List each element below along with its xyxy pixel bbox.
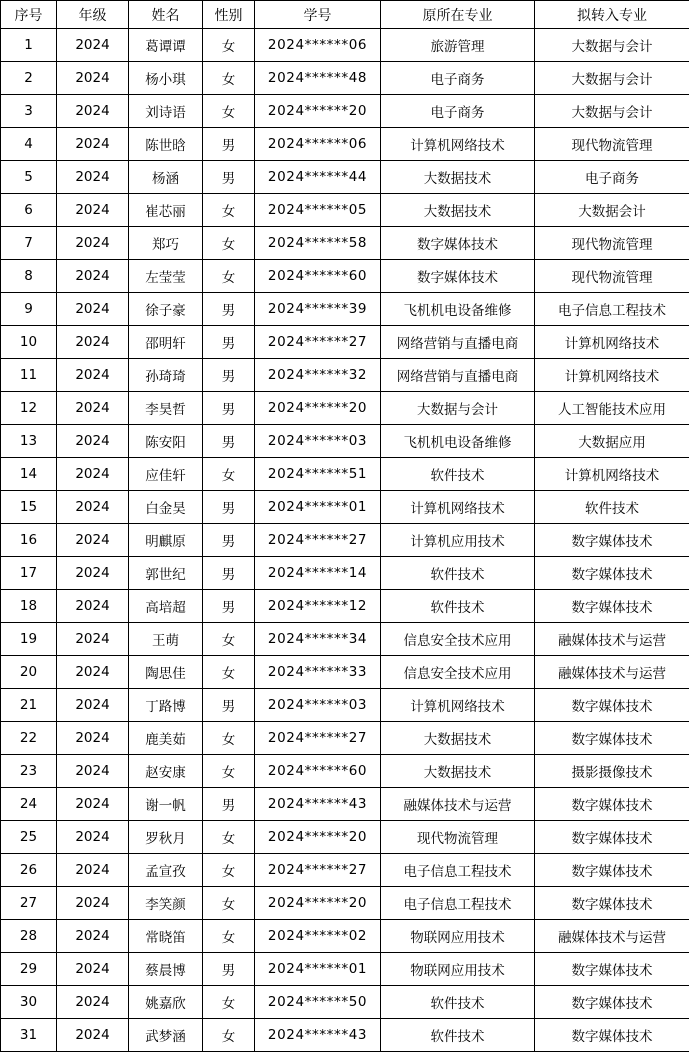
cell-gender: 男: [203, 689, 255, 722]
cell-original-major: 电子信息工程技术: [381, 887, 535, 920]
cell-student-id: 2024******48: [255, 62, 381, 95]
cell-target-major: 现代物流管理: [535, 128, 689, 161]
table-row: [1, 194, 689, 227]
cell-name: 刘诗语: [129, 95, 203, 128]
cell-original-major: 软件技术: [381, 590, 535, 623]
table-row: [1, 887, 689, 920]
cell-target-major: 人工智能技术应用: [535, 392, 689, 425]
table-row: [1, 95, 689, 128]
table-row: [1, 491, 689, 524]
cell-index: 18: [1, 590, 57, 623]
cell-grade: 2024: [57, 95, 129, 128]
table-row: [1, 986, 689, 1019]
cell-gender: 女: [203, 722, 255, 755]
cell-index: 12: [1, 392, 57, 425]
table-row: [1, 425, 689, 458]
cell-name: 姚嘉欣: [129, 986, 203, 1019]
cell-target-major: 现代物流管理: [535, 260, 689, 293]
cell-student-id: 2024******51: [255, 458, 381, 491]
cell-gender: 女: [203, 986, 255, 1019]
cell-grade: 2024: [57, 458, 129, 491]
header-gender: 性别: [203, 1, 255, 29]
cell-gender: 女: [203, 194, 255, 227]
cell-gender: 女: [203, 95, 255, 128]
cell-target-major: 数字媒体技术: [535, 953, 689, 986]
cell-original-major: 大数据技术: [381, 722, 535, 755]
cell-original-major: 飞机机电设备维修: [381, 293, 535, 326]
cell-student-id: 2024******39: [255, 293, 381, 326]
cell-grade: 2024: [57, 722, 129, 755]
cell-grade: 2024: [57, 29, 129, 62]
cell-student-id: 2024******03: [255, 425, 381, 458]
cell-gender: 女: [203, 854, 255, 887]
cell-original-major: 大数据技术: [381, 194, 535, 227]
cell-grade: 2024: [57, 623, 129, 656]
cell-target-major: 融媒体技术与运营: [535, 623, 689, 656]
cell-name: 蔡晨博: [129, 953, 203, 986]
cell-target-major: 数字媒体技术: [535, 854, 689, 887]
cell-name: 赵安康: [129, 755, 203, 788]
cell-grade: 2024: [57, 953, 129, 986]
cell-grade: 2024: [57, 1019, 129, 1052]
cell-target-major: 大数据与会计: [535, 29, 689, 62]
cell-index: 21: [1, 689, 57, 722]
cell-grade: 2024: [57, 656, 129, 689]
cell-gender: 男: [203, 161, 255, 194]
cell-index: 11: [1, 359, 57, 392]
cell-index: 17: [1, 557, 57, 590]
cell-original-major: 计算机应用技术: [381, 524, 535, 557]
cell-name: 明麒原: [129, 524, 203, 557]
cell-grade: 2024: [57, 689, 129, 722]
cell-name: 葛谭谭: [129, 29, 203, 62]
cell-gender: 女: [203, 260, 255, 293]
cell-target-major: 融媒体技术与运营: [535, 656, 689, 689]
table-row: [1, 260, 689, 293]
cell-name: 郭世纪: [129, 557, 203, 590]
cell-target-major: 电子商务: [535, 161, 689, 194]
cell-original-major: 软件技术: [381, 1019, 535, 1052]
cell-grade: 2024: [57, 161, 129, 194]
table-row: [1, 821, 689, 854]
cell-name: 李昊哲: [129, 392, 203, 425]
cell-target-major: 数字媒体技术: [535, 788, 689, 821]
cell-name: 杨小琪: [129, 62, 203, 95]
cell-name: 王萌: [129, 623, 203, 656]
cell-original-major: 电子商务: [381, 95, 535, 128]
cell-gender: 女: [203, 656, 255, 689]
cell-grade: 2024: [57, 755, 129, 788]
cell-index: 25: [1, 821, 57, 854]
cell-student-id: 2024******01: [255, 953, 381, 986]
cell-name: 郑巧: [129, 227, 203, 260]
cell-student-id: 2024******20: [255, 821, 381, 854]
cell-name: 陈安阳: [129, 425, 203, 458]
cell-gender: 女: [203, 1019, 255, 1052]
cell-target-major: 数字媒体技术: [535, 689, 689, 722]
cell-index: 20: [1, 656, 57, 689]
header-original-major: 原所在专业: [381, 1, 535, 29]
cell-index: 16: [1, 524, 57, 557]
cell-original-major: 信息安全技术应用: [381, 656, 535, 689]
cell-grade: 2024: [57, 227, 129, 260]
cell-gender: 男: [203, 326, 255, 359]
cell-target-major: 大数据会计: [535, 194, 689, 227]
cell-index: 4: [1, 128, 57, 161]
cell-grade: 2024: [57, 557, 129, 590]
cell-student-id: 2024******20: [255, 95, 381, 128]
table-body: [1, 29, 689, 1052]
cell-gender: 女: [203, 623, 255, 656]
cell-target-major: 大数据与会计: [535, 62, 689, 95]
cell-student-id: 2024******01: [255, 491, 381, 524]
cell-target-major: 数字媒体技术: [535, 986, 689, 1019]
cell-original-major: 物联网应用技术: [381, 953, 535, 986]
cell-student-id: 2024******43: [255, 1019, 381, 1052]
table-row: [1, 722, 689, 755]
cell-student-id: 2024******27: [255, 722, 381, 755]
cell-grade: 2024: [57, 359, 129, 392]
cell-index: 31: [1, 1019, 57, 1052]
cell-grade: 2024: [57, 293, 129, 326]
table-row: [1, 62, 689, 95]
cell-gender: 女: [203, 227, 255, 260]
cell-original-major: 大数据技术: [381, 161, 535, 194]
cell-student-id: 2024******03: [255, 689, 381, 722]
cell-index: 7: [1, 227, 57, 260]
cell-target-major: 数字媒体技术: [535, 557, 689, 590]
cell-student-id: 2024******02: [255, 920, 381, 953]
cell-name: 左莹莹: [129, 260, 203, 293]
cell-grade: 2024: [57, 194, 129, 227]
cell-gender: 女: [203, 29, 255, 62]
cell-index: 28: [1, 920, 57, 953]
cell-index: 6: [1, 194, 57, 227]
cell-original-major: 大数据技术: [381, 755, 535, 788]
cell-student-id: 2024******44: [255, 161, 381, 194]
header-grade: 年级: [57, 1, 129, 29]
cell-gender: 男: [203, 524, 255, 557]
table-row: [1, 128, 689, 161]
cell-grade: 2024: [57, 326, 129, 359]
cell-original-major: 大数据与会计: [381, 392, 535, 425]
cell-original-major: 网络营销与直播电商: [381, 359, 535, 392]
cell-index: 15: [1, 491, 57, 524]
cell-original-major: 飞机机电设备维修: [381, 425, 535, 458]
cell-student-id: 2024******06: [255, 128, 381, 161]
cell-index: 2: [1, 62, 57, 95]
cell-gender: 男: [203, 128, 255, 161]
cell-grade: 2024: [57, 392, 129, 425]
cell-grade: 2024: [57, 128, 129, 161]
cell-name: 白金昊: [129, 491, 203, 524]
cell-target-major: 现代物流管理: [535, 227, 689, 260]
cell-index: 29: [1, 953, 57, 986]
cell-gender: 男: [203, 392, 255, 425]
cell-original-major: 物联网应用技术: [381, 920, 535, 953]
cell-name: 高培超: [129, 590, 203, 623]
cell-student-id: 2024******27: [255, 524, 381, 557]
cell-student-id: 2024******43: [255, 788, 381, 821]
cell-target-major: 数字媒体技术: [535, 1019, 689, 1052]
cell-target-major: 数字媒体技术: [535, 887, 689, 920]
cell-index: 5: [1, 161, 57, 194]
cell-gender: 男: [203, 590, 255, 623]
cell-original-major: 计算机网络技术: [381, 128, 535, 161]
table-row: [1, 854, 689, 887]
cell-target-major: 计算机网络技术: [535, 359, 689, 392]
cell-index: 8: [1, 260, 57, 293]
cell-grade: 2024: [57, 590, 129, 623]
cell-gender: 女: [203, 920, 255, 953]
cell-original-major: 软件技术: [381, 458, 535, 491]
cell-name: 李笑颜: [129, 887, 203, 920]
cell-student-id: 2024******20: [255, 887, 381, 920]
table-row: [1, 788, 689, 821]
cell-student-id: 2024******06: [255, 29, 381, 62]
cell-index: 14: [1, 458, 57, 491]
cell-student-id: 2024******34: [255, 623, 381, 656]
cell-student-id: 2024******60: [255, 260, 381, 293]
cell-index: 13: [1, 425, 57, 458]
header-student-id: 学号: [255, 1, 381, 29]
cell-name: 鹿美茹: [129, 722, 203, 755]
cell-index: 27: [1, 887, 57, 920]
cell-target-major: 数字媒体技术: [535, 524, 689, 557]
cell-index: 30: [1, 986, 57, 1019]
cell-gender: 男: [203, 491, 255, 524]
cell-student-id: 2024******33: [255, 656, 381, 689]
cell-gender: 女: [203, 755, 255, 788]
cell-grade: 2024: [57, 62, 129, 95]
cell-name: 徐子豪: [129, 293, 203, 326]
cell-target-major: 计算机网络技术: [535, 458, 689, 491]
cell-index: 22: [1, 722, 57, 755]
cell-index: 9: [1, 293, 57, 326]
header-row: [1, 1, 689, 29]
cell-grade: 2024: [57, 821, 129, 854]
cell-student-id: 2024******32: [255, 359, 381, 392]
cell-gender: 男: [203, 425, 255, 458]
cell-student-id: 2024******14: [255, 557, 381, 590]
cell-student-id: 2024******20: [255, 392, 381, 425]
cell-target-major: 摄影摄像技术: [535, 755, 689, 788]
cell-original-major: 信息安全技术应用: [381, 623, 535, 656]
cell-target-major: 电子信息工程技术: [535, 293, 689, 326]
cell-original-major: 软件技术: [381, 986, 535, 1019]
cell-grade: 2024: [57, 986, 129, 1019]
cell-gender: 女: [203, 887, 255, 920]
cell-original-major: 网络营销与直播电商: [381, 326, 535, 359]
cell-grade: 2024: [57, 920, 129, 953]
table-row: [1, 392, 689, 425]
header-index: 序号: [1, 1, 57, 29]
cell-gender: 女: [203, 821, 255, 854]
cell-name: 陈世晗: [129, 128, 203, 161]
table-row: [1, 29, 689, 62]
cell-target-major: 大数据应用: [535, 425, 689, 458]
cell-target-major: 计算机网络技术: [535, 326, 689, 359]
cell-name: 杨涵: [129, 161, 203, 194]
cell-grade: 2024: [57, 425, 129, 458]
table-row: [1, 326, 689, 359]
cell-index: 24: [1, 788, 57, 821]
cell-name: 应佳轩: [129, 458, 203, 491]
cell-name: 孟宣孜: [129, 854, 203, 887]
cell-original-major: 电子商务: [381, 62, 535, 95]
cell-gender: 男: [203, 788, 255, 821]
cell-target-major: 数字媒体技术: [535, 821, 689, 854]
table-row: [1, 557, 689, 590]
cell-index: 23: [1, 755, 57, 788]
cell-target-major: 数字媒体技术: [535, 722, 689, 755]
cell-student-id: 2024******27: [255, 326, 381, 359]
cell-gender: 女: [203, 458, 255, 491]
cell-student-id: 2024******60: [255, 755, 381, 788]
table-row: [1, 953, 689, 986]
cell-grade: 2024: [57, 524, 129, 557]
table-row: [1, 623, 689, 656]
cell-index: 19: [1, 623, 57, 656]
cell-gender: 男: [203, 293, 255, 326]
cell-grade: 2024: [57, 491, 129, 524]
cell-index: 26: [1, 854, 57, 887]
cell-student-id: 2024******05: [255, 194, 381, 227]
cell-index: 10: [1, 326, 57, 359]
table-row: [1, 359, 689, 392]
cell-original-major: 现代物流管理: [381, 821, 535, 854]
table-row: [1, 1019, 689, 1052]
table-row: [1, 755, 689, 788]
cell-original-major: 计算机网络技术: [381, 689, 535, 722]
cell-original-major: 软件技术: [381, 557, 535, 590]
cell-gender: 男: [203, 359, 255, 392]
cell-student-id: 2024******50: [255, 986, 381, 1019]
cell-name: 谢一帆: [129, 788, 203, 821]
cell-original-major: 数字媒体技术: [381, 227, 535, 260]
cell-original-major: 电子信息工程技术: [381, 854, 535, 887]
cell-gender: 女: [203, 62, 255, 95]
table-row: [1, 689, 689, 722]
cell-name: 孙琦琦: [129, 359, 203, 392]
cell-name: 邵明轩: [129, 326, 203, 359]
cell-original-major: 计算机网络技术: [381, 491, 535, 524]
cell-target-major: 大数据与会计: [535, 95, 689, 128]
cell-index: 3: [1, 95, 57, 128]
cell-student-id: 2024******58: [255, 227, 381, 260]
cell-student-id: 2024******12: [255, 590, 381, 623]
cell-student-id: 2024******27: [255, 854, 381, 887]
cell-index: 1: [1, 29, 57, 62]
table-row: [1, 458, 689, 491]
cell-gender: 男: [203, 953, 255, 986]
cell-name: 崔芯丽: [129, 194, 203, 227]
cell-name: 罗秋月: [129, 821, 203, 854]
cell-name: 常晓笛: [129, 920, 203, 953]
table-row: [1, 524, 689, 557]
cell-target-major: 融媒体技术与运营: [535, 920, 689, 953]
cell-grade: 2024: [57, 887, 129, 920]
table-row: [1, 161, 689, 194]
cell-name: 丁路博: [129, 689, 203, 722]
table-row: [1, 293, 689, 326]
cell-grade: 2024: [57, 260, 129, 293]
cell-original-major: 数字媒体技术: [381, 260, 535, 293]
cell-original-major: 旅游管理: [381, 29, 535, 62]
table-row: [1, 920, 689, 953]
cell-grade: 2024: [57, 854, 129, 887]
table-row: [1, 590, 689, 623]
cell-target-major: 软件技术: [535, 491, 689, 524]
table-row: [1, 227, 689, 260]
header-name: 姓名: [129, 1, 203, 29]
cell-target-major: 数字媒体技术: [535, 590, 689, 623]
cell-original-major: 融媒体技术与运营: [381, 788, 535, 821]
header-target-major: 拟转入专业: [535, 1, 689, 29]
cell-name: 武梦涵: [129, 1019, 203, 1052]
cell-name: 陶思佳: [129, 656, 203, 689]
cell-gender: 男: [203, 557, 255, 590]
cell-grade: 2024: [57, 788, 129, 821]
table-row: [1, 656, 689, 689]
